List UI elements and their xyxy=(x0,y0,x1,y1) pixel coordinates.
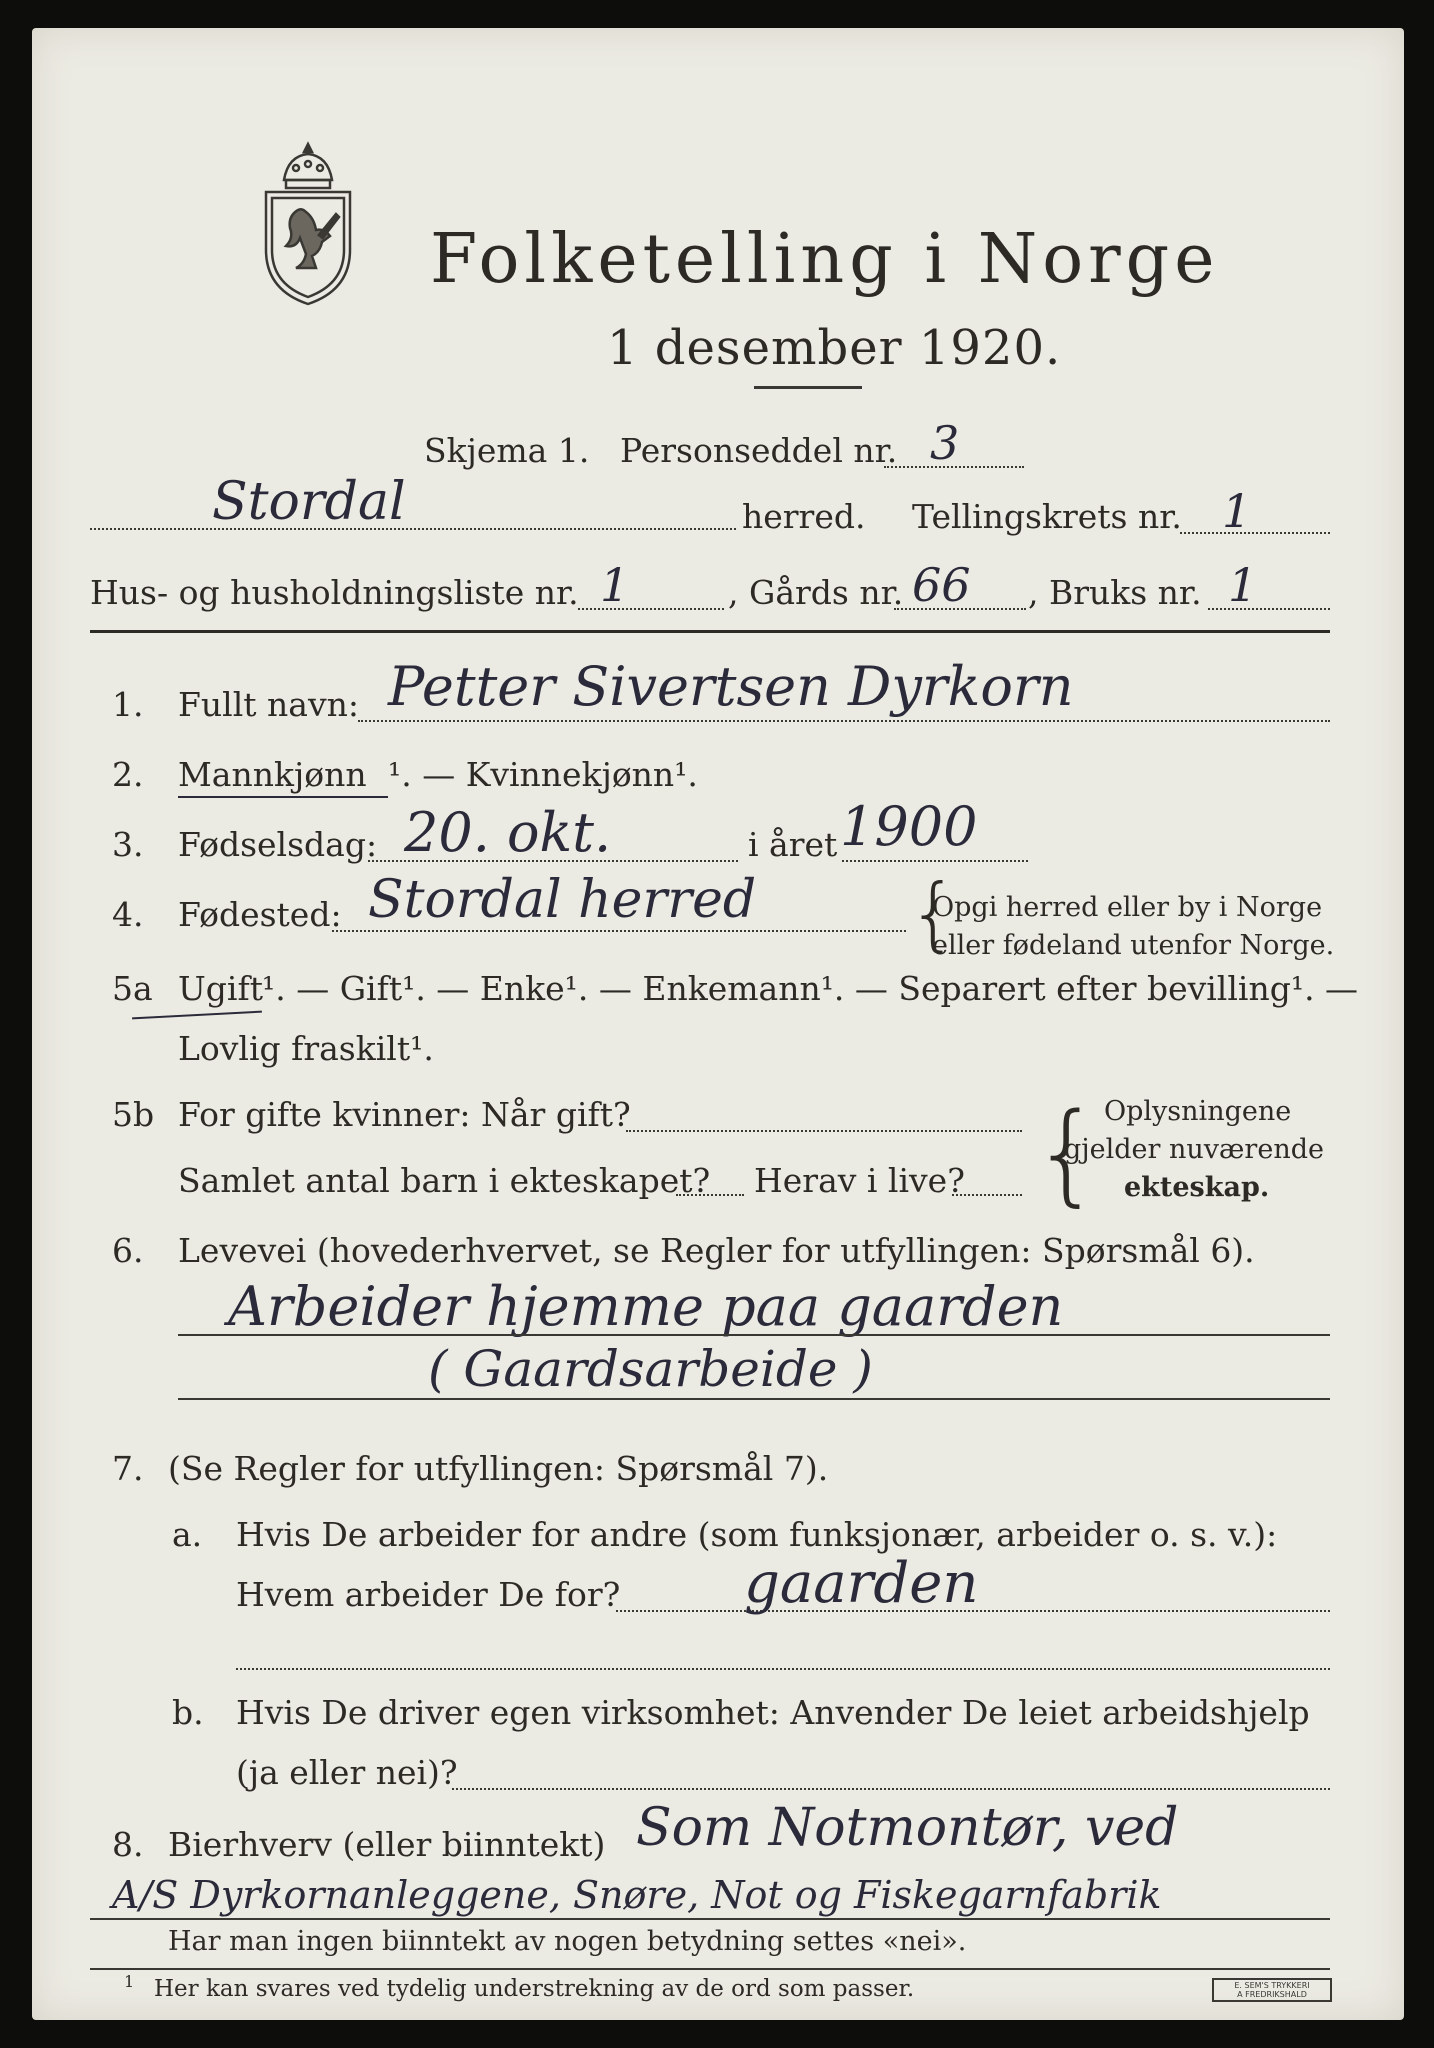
form-title: Folketelling i Norge xyxy=(430,220,1220,299)
q4-number: 4. xyxy=(112,895,144,934)
q7b-letter: b. xyxy=(172,1693,204,1732)
q4-note-1: Opgi herred eller by i Norge xyxy=(932,892,1323,923)
q7a-label-1: Hvis De arbeider for andre (som funksjonær, arbeider o. s. v.): xyxy=(236,1515,1278,1554)
printer-stamp-line-2: A FREDRIKSHALD xyxy=(1237,1990,1307,1999)
q7-number: 7. xyxy=(112,1449,144,1488)
q6-occupation: Arbeider hjemme paa gaarden xyxy=(228,1275,1064,1338)
q3-birthday: 20. okt. xyxy=(404,801,612,864)
census-date: 1 desember 1920. xyxy=(607,320,1062,376)
q4-label: Fødested: xyxy=(178,895,342,934)
header-rule xyxy=(90,630,1330,633)
q5b-label-1: For gifte kvinner: Når gift? xyxy=(178,1095,631,1134)
q7a-employer: gaarden xyxy=(744,1551,979,1616)
q2-mannkjonn: Mannkjønn xyxy=(178,755,367,794)
q8-number: 8. xyxy=(112,1825,144,1864)
footnote-number: 1 xyxy=(124,1972,135,1991)
herred-label: herred. xyxy=(742,497,866,536)
q5b-number: 5b xyxy=(112,1095,155,1134)
q8-side-income-1: Som Notmontør, ved xyxy=(636,1798,1179,1858)
q7a-letter: a. xyxy=(172,1515,203,1554)
q5b-label-3: Herav i live? xyxy=(754,1161,965,1200)
q5b-note-2: gjelder nuværende xyxy=(1064,1134,1324,1165)
tellingskrets-label: Tellingskrets nr. xyxy=(912,497,1182,536)
personseddel-label: Personseddel nr. xyxy=(620,431,898,470)
q3-label: Fødselsdag: xyxy=(178,825,378,864)
q5a-other-options: ¹. — Gift¹. — Enke¹. — Enkemann¹. — Separert efter bevilling¹. — xyxy=(262,969,1359,1008)
footnote-text: Her kan svares ved tydelig understrekning av de ord som passer. xyxy=(154,1976,915,2002)
q8-side-income-2: A/S Dyrkornanleggene, Snøre, Not og Fiskegarnfabrik xyxy=(112,1873,1162,1917)
q4-birthplace: Stordal herred xyxy=(368,870,757,930)
q2-rest: ¹. — Kvinnekjønn¹. xyxy=(388,755,698,794)
q2-mannkjonn-underline xyxy=(178,796,388,798)
q7-label: (Se Regler for utfyllingen: Spørsmål 7). xyxy=(168,1449,829,1488)
q3-year-label: i året xyxy=(748,825,838,864)
q7a-label-2: Hvem arbeider De for? xyxy=(236,1575,621,1614)
q5a-lovlig-fraskilt: Lovlig fraskilt¹. xyxy=(178,1029,434,1068)
q8-note: Har man ingen biinntekt av nogen betydning settes «nei». xyxy=(168,1926,967,1957)
q4-note-2: eller fødeland utenfor Norge. xyxy=(932,930,1335,961)
husholdning-label: Hus- og husholdningsliste nr. xyxy=(90,573,579,612)
q6-number: 6. xyxy=(112,1231,144,1270)
printer-stamp xyxy=(1212,1978,1332,2002)
q5b-label-2: Samlet antal barn i ekteskapet? xyxy=(178,1161,711,1200)
norwegian-coat-of-arms-icon xyxy=(260,140,356,308)
q1-label: Fullt navn: xyxy=(178,685,359,724)
q7b-label-1: Hvis De driver egen virksomhet: Anvender De leiet arbeidshjelp xyxy=(236,1693,1310,1732)
q1-number: 1. xyxy=(112,685,144,724)
gards-value: 66 xyxy=(912,558,971,612)
q5a-ugift: Ugift xyxy=(178,969,263,1008)
title-separator xyxy=(754,386,862,389)
tellingskrets-value: 1 xyxy=(1222,484,1252,538)
q5a-ugift-underline xyxy=(132,1011,262,1020)
skjema-label: Skjema 1. xyxy=(424,431,590,470)
q1-full-name: Petter Sivertsen Dyrkorn xyxy=(388,655,1074,718)
footnote-rule xyxy=(90,1968,1330,1970)
husholdning-value: 1 xyxy=(600,558,630,612)
q2-number: 2. xyxy=(112,755,144,794)
gards-label: , Gårds nr. xyxy=(728,573,904,612)
q5b-note-1: Oplysningene xyxy=(1104,1096,1292,1127)
q6-label: Levevei (hovederhvervet, se Regler for utfyllingen: Spørsmål 6). xyxy=(178,1231,1255,1270)
q5b-note-3: ekteskap. xyxy=(1124,1172,1270,1203)
census-form-sheet: Folketelling i Norge 1 desember 1920. Skjema 1. Personseddel nr. 3 Stordal herred. Tellingskrets nr. 1 Hus- og husholdningsliste nr. 1 , Gårds nr. 66 , Bruks nr. 1 1. Fullt navn: Petter Sivertsen Dyrkorn 2. Mannkjønn ¹. — Kvinnekjønn¹. 3. Fødselsdag: 20. okt. i året 1900 4. Fødested: Stordal herred { Opgi herred eller by i Norge eller fødeland utenfor Norge. 5a Ugift ¹. — Gift¹. — Enke¹. — Enkemann¹. — Separert efter bevilling¹. — Lovlig fraskilt¹. 5b For gifte kvinner: Når gift? Samlet antal barn i ekteskapet? Herav i live? { Oplysningene gjelder nuværende ekteskap. 6. Levevei (hovederhvervet, se Regler for utfyllingen: Spørsmål 6). Arbeider hjemme paa gaarden ( Gaardsarbeide ) 7. (Se Regler for utfyllingen: Spørsmål 7). a. Hvis De arbeider for andre (som funksjonær, arbeider o. s. v.): Hvem arbeider De for? gaarden b. Hvis De driver egen virksomhet: Anvender De leiet arbeidshjelp (ja eller nei)? 8. Bierhverv (eller biinntekt) Som Notmontør, ved A/S Dyrkornanleggene, Snøre, Not og Fiskegarnfabrik Har man ingen biinntekt av nogen betydning settes «nei». 1 Her kan svares ved tydelig understrekning av de ord som passer. E. SEM'S TRYKKERI A FREDRIKSHALD xyxy=(32,28,1404,2020)
q7b-label-2: (ja eller nei)? xyxy=(236,1753,458,1792)
q3-year: 1900 xyxy=(840,795,978,858)
printer-stamp-line-1: E. SEM'S TRYKKERI xyxy=(1234,1981,1310,1990)
bruks-label: , Bruks nr. xyxy=(1028,573,1202,612)
q8-label: Bierhverv (eller biinntekt) xyxy=(168,1825,606,1864)
q3-number: 3. xyxy=(112,825,144,864)
herred-value: Stordal xyxy=(212,472,406,532)
personseddel-value: 3 xyxy=(930,416,960,470)
bruks-value: 1 xyxy=(1228,558,1258,612)
q5a-number: 5a xyxy=(112,969,153,1008)
q6-occupation-2: ( Gaardsarbeide ) xyxy=(428,1340,873,1398)
